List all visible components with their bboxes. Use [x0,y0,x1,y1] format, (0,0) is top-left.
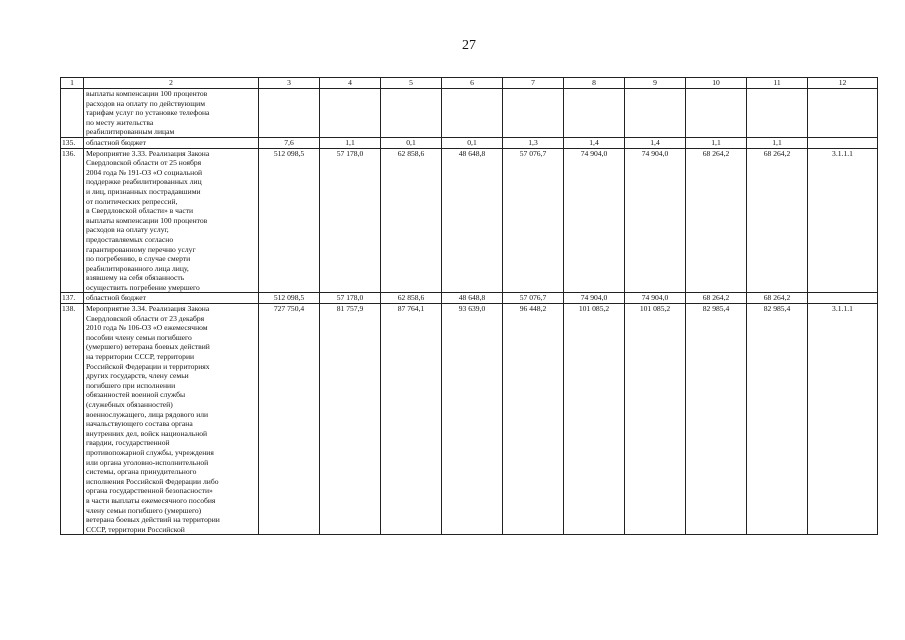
value-col-6: 48 648,8 [442,293,503,304]
header-cell: 8 [564,78,625,89]
row-description: областной бюджет [84,293,259,304]
value-col-10: 82 985,4 [686,304,747,535]
value-col-10: 68 264,2 [686,293,747,304]
value-col-11 [747,89,808,138]
page-number: 27 [462,38,476,53]
row-number: 135. [61,137,84,148]
value-total: 727 750,4 [259,304,320,535]
value-col-7: 96 448,2 [503,304,564,535]
table-row [61,304,878,535]
header-cell: 10 [686,78,747,89]
value-col-7 [503,89,564,138]
value-col-11: 68 264,2 [747,293,808,304]
value-col-10 [686,89,747,138]
header-cell: 3 [259,78,320,89]
value-col-5: 0,1 [381,137,442,148]
budget-table [60,77,878,535]
row-description: Мероприятие 3.33. Реализация Закона Свердловской области от 25 ноября 2004 года № 191-ОЗ «О социальной поддержке реабилитированных лиц и лиц, признанных пострадавшими от политических репрессий, в Свердловской области» в части выплаты компенсации 100 процентов расходов на оплату услуг, предоставляемых согласно гарантированному перечню услуг по погребению, в случае смерти реабилитированного лица лицу, взявшему на себя обязанность осуществить погребение умершего [84,148,259,293]
value-col-8: 1,4 [564,137,625,148]
value-col-5 [381,89,442,138]
value-total [259,89,320,138]
value-col-8: 74 904,0 [564,293,625,304]
value-col-8: 74 904,0 [564,148,625,293]
value-col-8: 101 085,2 [564,304,625,535]
header-cell: 5 [381,78,442,89]
value-col-6: 0,1 [442,137,503,148]
table-row [61,148,878,293]
row-number: 138. [61,304,84,535]
value-col-5: 87 764,1 [381,304,442,535]
value-col-11: 68 264,2 [747,148,808,293]
value-col-9: 1,4 [625,137,686,148]
value-col-5: 62 858,6 [381,148,442,293]
row-description: областной бюджет [84,137,259,148]
value-total: 512 098,5 [259,293,320,304]
header-cell: 1 [61,78,84,89]
value-total: 7,6 [259,137,320,148]
row-number: 137. [61,293,84,304]
value-col-4 [320,89,381,138]
value-col-9: 101 085,2 [625,304,686,535]
target-code [808,89,878,138]
value-col-4: 81 757,9 [320,304,381,535]
value-col-6: 48 648,8 [442,148,503,293]
value-col-7: 57 076,7 [503,293,564,304]
header-cell: 12 [808,78,878,89]
value-col-5: 62 858,6 [381,293,442,304]
row-number: 136. [61,148,84,293]
table-row [61,293,878,304]
value-total: 512 098,5 [259,148,320,293]
value-col-6 [442,89,503,138]
target-code [808,137,878,148]
header-cell: 7 [503,78,564,89]
value-col-4: 57 178,0 [320,148,381,293]
table-row [61,89,878,138]
value-col-11: 82 985,4 [747,304,808,535]
target-code: 3.1.1.1 [808,304,878,535]
header-cell: 11 [747,78,808,89]
value-col-10: 1,1 [686,137,747,148]
value-col-9: 74 904,0 [625,293,686,304]
value-col-7: 1,3 [503,137,564,148]
row-number [61,89,84,138]
row-description: выплаты компенсации 100 процентов расходов на оплату по действующим тарифам услуг по установке телефона по месту жительства реабилитированным лицам [84,89,259,138]
value-col-11: 1,1 [747,137,808,148]
header-row [61,78,878,89]
header-cell: 9 [625,78,686,89]
value-col-4: 57 178,0 [320,293,381,304]
value-col-8 [564,89,625,138]
target-code: 3.1.1.1 [808,148,878,293]
value-col-7: 57 076,7 [503,148,564,293]
value-col-9: 74 904,0 [625,148,686,293]
value-col-6: 93 639,0 [442,304,503,535]
table-row [61,137,878,148]
value-col-9 [625,89,686,138]
header-cell: 6 [442,78,503,89]
header-cell: 4 [320,78,381,89]
row-description: Мероприятие 3.34. Реализация Закона Свердловской области от 23 декабря 2010 года № 106-ОЗ «О ежемесячном пособии члену семьи погибшего (умершего) ветерана боевых действий на территории СССР, территории Российской Федерации и территориях других государств, члену семьи погибшего при исполнении обязанностей военной службы (служебных обязанностей) военнослужащего, лица рядового или начальствующего состава органа внутренних дел, войск национальной гвардии, государственной противопожарной службы, учреждения или органа уголовно-исполнительной системы, органа принудительного исполнения Российской Федерации либо органа государственной безопасности» в части выплаты ежемесячного пособия члену семьи погибшего (умершего) ветерана боевых действий на территории СССР, территории Российской [84,304,259,535]
value-col-10: 68 264,2 [686,148,747,293]
value-col-4: 1,1 [320,137,381,148]
header-cell: 2 [84,78,259,89]
target-code [808,293,878,304]
